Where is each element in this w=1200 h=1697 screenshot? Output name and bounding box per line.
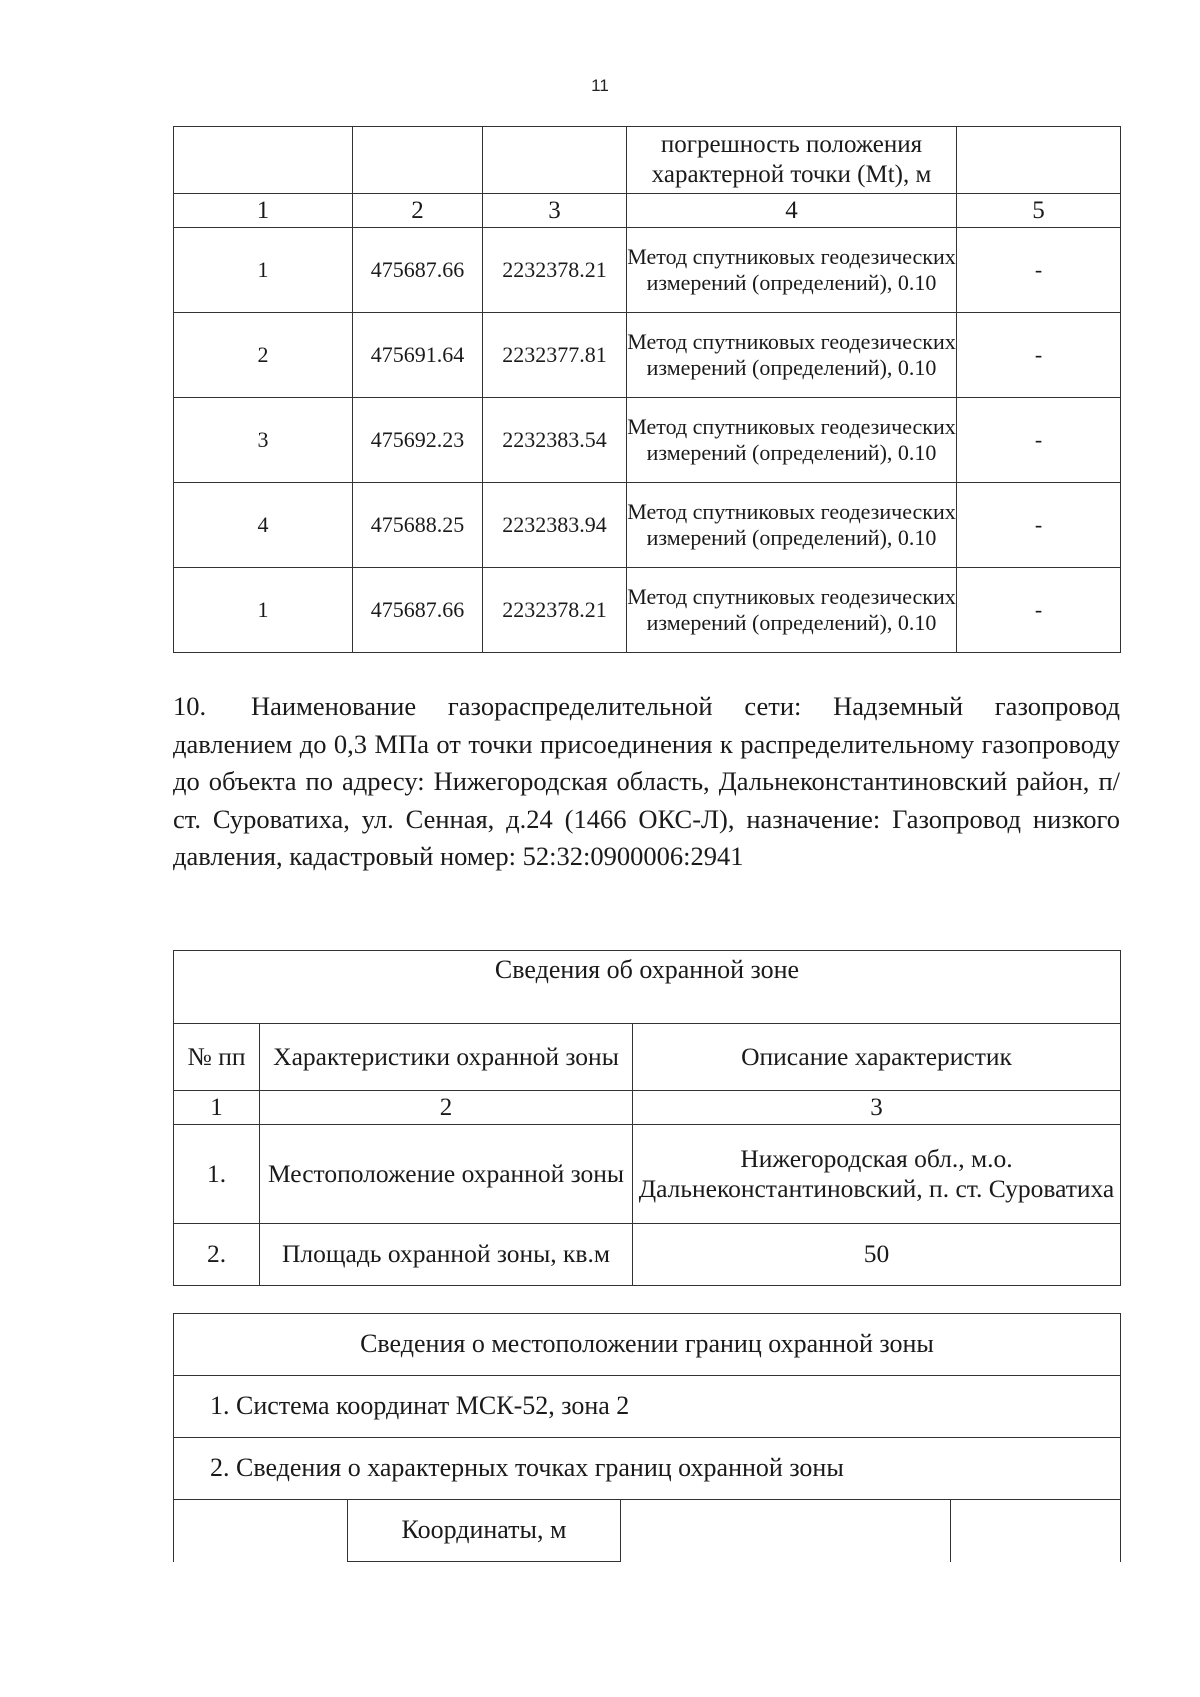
row-number: 1. — [174, 1125, 260, 1224]
section-paragraph — [173, 688, 1120, 876]
header-cell-number: № пп — [174, 1024, 260, 1091]
method-description: Метод спутниковых геодезических измерений (определений), 0.10 — [627, 398, 957, 483]
column-number: 2 — [260, 1091, 633, 1125]
coordinates-header: Координаты, м — [348, 1500, 621, 1562]
column-number: 3 — [483, 194, 627, 228]
table-header-row — [174, 1024, 1121, 1091]
method-description: Метод спутниковых геодезических измерений (определений), 0.10 — [627, 483, 957, 568]
page-number: 11 — [591, 76, 609, 95]
table-title: Сведения о местоположении границ охранной зоны — [174, 1314, 1121, 1376]
note-cell: - — [957, 398, 1121, 483]
list-item — [174, 1376, 1121, 1438]
column-number-row — [174, 1091, 1121, 1125]
boundary-info-table — [173, 1313, 1121, 1562]
table-row — [174, 313, 1121, 398]
method-description: Метод спутниковых геодезических измерений (определений), 0.10 — [627, 568, 957, 653]
table-row — [174, 398, 1121, 483]
point-number: 1 — [174, 228, 353, 313]
header-cell-empty — [174, 1500, 348, 1562]
column-number: 1 — [174, 194, 353, 228]
note-cell: - — [957, 313, 1121, 398]
coord-y: 2232383.94 — [483, 483, 627, 568]
header-cell-characteristics: Характеристики охранной зоны — [260, 1024, 633, 1091]
header-cell-empty — [621, 1500, 951, 1562]
coordinate-system-item: 1. Система координат МСК-52, зона 2 — [174, 1376, 1121, 1438]
section-text: Наименование газораспределительной сети: Надземный газопровод давлением до 0,3 МПа от точки присоединения к распределительному газопроводу до объекта по адресу: Нижегородская область, Дальнеконстантиновский район, п/ст. Суроватиха, ул. Сенная, д.24 (1466 ОКС-Л), назначение: Газопровод низкого давления, кадастровый номер: 52:32:0900006:2941 — [173, 691, 1120, 871]
coord-y: 2232377.81 — [483, 313, 627, 398]
header-cell-accuracy: погрешность положения характерной точки (Mt), м — [627, 127, 957, 194]
method-description: Метод спутниковых геодезических измерений (определений), 0.10 — [627, 228, 957, 313]
header-cell-empty — [951, 1500, 1121, 1562]
note-cell: - — [957, 228, 1121, 313]
table-row — [174, 1224, 1121, 1286]
characteristic-points-item: 2. Сведения о характерных точках границ охранной зоны — [174, 1438, 1121, 1500]
coord-x: 475688.25 — [353, 483, 483, 568]
row-number: 2. — [174, 1224, 260, 1286]
coord-y: 2232383.54 — [483, 398, 627, 483]
coord-x: 475691.64 — [353, 313, 483, 398]
column-number: 3 — [633, 1091, 1121, 1125]
note-cell: - — [957, 483, 1121, 568]
header-cell-description: Описание характеристик — [633, 1024, 1121, 1091]
column-number: 4 — [627, 194, 957, 228]
zone-info-table — [173, 950, 1121, 1286]
coord-x: 475692.23 — [353, 398, 483, 483]
table-row — [174, 228, 1121, 313]
characteristic-cell: Площадь охранной зоны, кв.м — [260, 1224, 633, 1286]
list-item — [174, 1438, 1121, 1500]
method-description: Метод спутниковых геодезических измерений (определений), 0.10 — [627, 313, 957, 398]
table-row — [174, 1125, 1121, 1224]
header-cell-empty — [353, 127, 483, 194]
coord-x: 475687.66 — [353, 228, 483, 313]
column-number-row — [174, 194, 1121, 228]
description-cell: 50 — [633, 1224, 1121, 1286]
header-cell-empty — [174, 127, 353, 194]
characteristic-cell: Местоположение охранной зоны — [260, 1125, 633, 1224]
table-title-row — [174, 1314, 1121, 1376]
header-cell-empty — [483, 127, 627, 194]
table-title-row — [174, 951, 1121, 1024]
table-header-row — [174, 1500, 1121, 1562]
coordinates-table — [173, 126, 1121, 653]
column-number: 2 — [353, 194, 483, 228]
point-number: 2 — [174, 313, 353, 398]
column-number: 5 — [957, 194, 1121, 228]
header-cell-empty — [957, 127, 1121, 194]
point-number: 3 — [174, 398, 353, 483]
coord-y: 2232378.21 — [483, 568, 627, 653]
column-number: 1 — [174, 1091, 260, 1125]
section-number: 10. — [173, 691, 207, 721]
coord-y: 2232378.21 — [483, 228, 627, 313]
point-number: 1 — [174, 568, 353, 653]
point-number: 4 — [174, 483, 353, 568]
table-row — [174, 568, 1121, 653]
note-cell: - — [957, 568, 1121, 653]
coord-x: 475687.66 — [353, 568, 483, 653]
table-title: Сведения об охранной зоне — [174, 951, 1121, 1024]
table-row — [174, 483, 1121, 568]
description-cell: Нижегородская обл., м.о. Дальнеконстантиновский, п. ст. Суроватиха — [633, 1125, 1121, 1224]
table-header-row — [174, 127, 1121, 194]
